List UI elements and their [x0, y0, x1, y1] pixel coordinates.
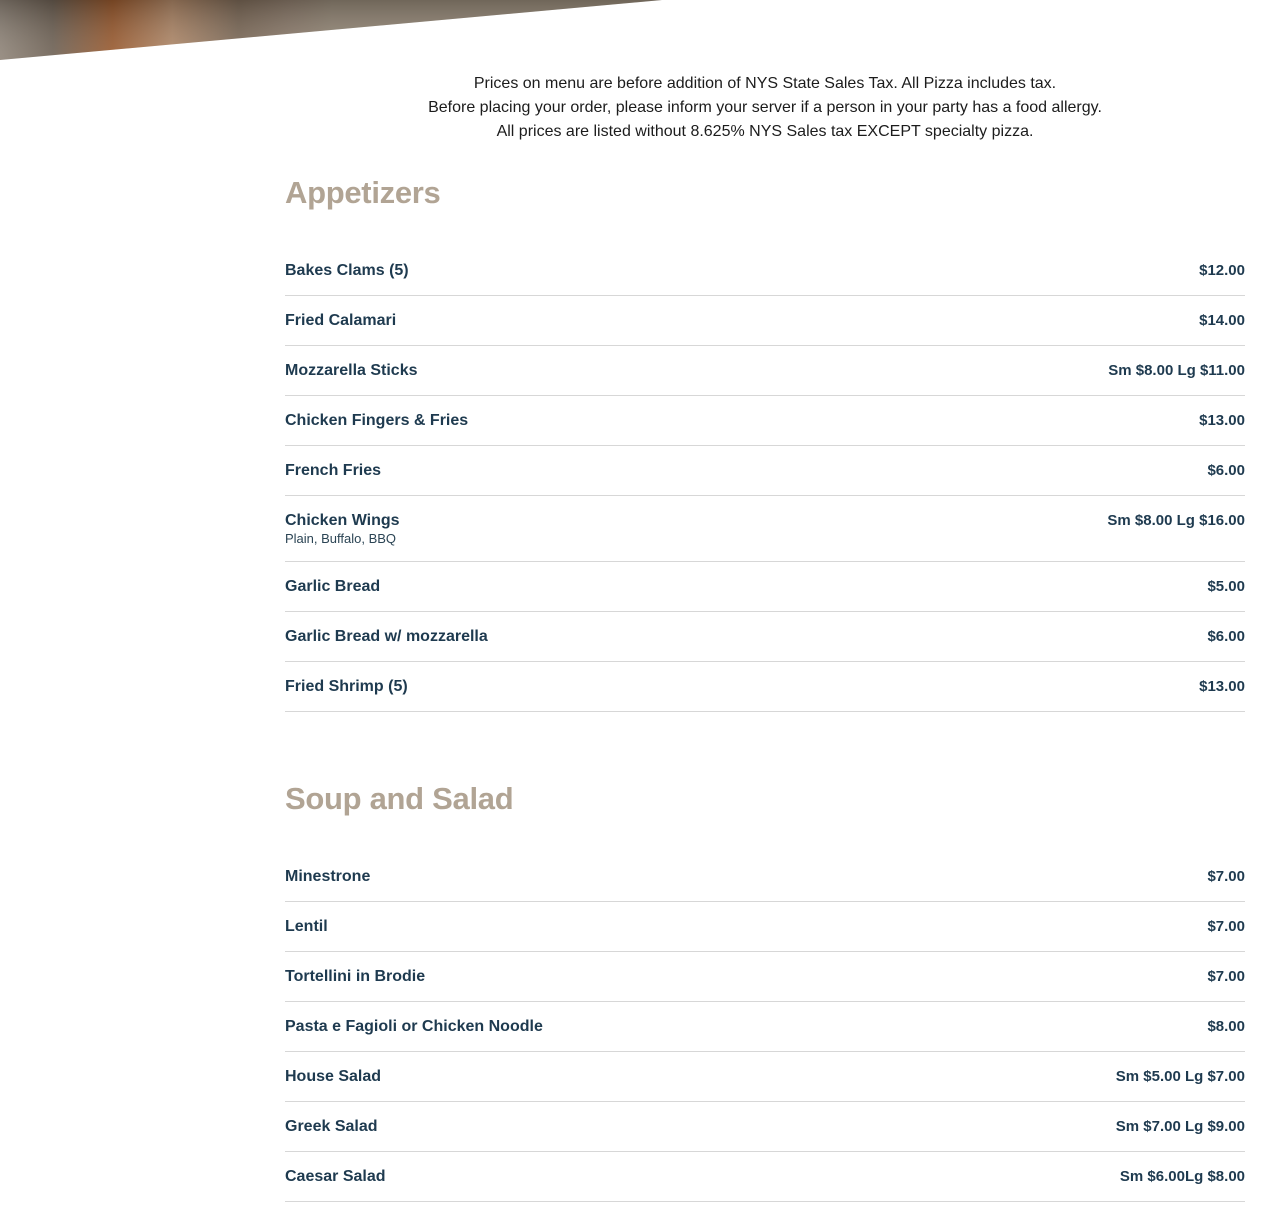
menu-item — [285, 1052, 1245, 1102]
item-price: Sm $8.00 Lg $11.00 — [1108, 362, 1245, 379]
item-name: Fried Calamari — [285, 312, 397, 329]
menu-item — [285, 496, 1245, 562]
item-price: $13.00 — [1199, 678, 1245, 695]
section-title-appetizers: Appetizers — [285, 175, 441, 210]
item-price: $7.00 — [1207, 968, 1245, 985]
item-name: Tortellini in Brodie — [285, 968, 426, 985]
tax-allergy-notice — [285, 72, 1245, 144]
menu-item — [285, 1102, 1245, 1152]
menu-item — [285, 662, 1245, 712]
item-name: Lentil — [285, 918, 328, 935]
hero-image-banner — [0, 0, 1270, 64]
item-price: Sm $6.00Lg $8.00 — [1119, 1168, 1245, 1185]
item-price: Sm $7.00 Lg $9.00 — [1115, 1118, 1245, 1135]
item-price: $5.00 — [1207, 578, 1245, 595]
item-name: Mozzarella Sticks — [285, 362, 418, 379]
menu-item — [285, 952, 1245, 1002]
item-name: Garlic Bread w/ mozzarella — [285, 628, 488, 645]
menu-item — [285, 446, 1245, 496]
item-name: Garlic Bread — [285, 578, 381, 595]
item-price: $13.00 — [1199, 412, 1245, 429]
item-price: $7.00 — [1207, 918, 1245, 935]
notice-line-prices: All prices are listed without 8.625% NYS Sales tax EXCEPT specialty pizza. — [496, 123, 1034, 140]
menu-item — [285, 852, 1245, 902]
item-price: $6.00 — [1207, 628, 1245, 645]
item-name: Fried Shrimp (5) — [285, 678, 408, 695]
menu-item — [285, 396, 1245, 446]
item-description: Plain, Buffalo, BBQ — [285, 531, 397, 546]
menu-item — [285, 612, 1245, 662]
item-name: Pasta e Fagioli or Chicken Noodle — [285, 1018, 543, 1035]
menu-item — [285, 1002, 1245, 1052]
item-name: Caesar Salad — [285, 1168, 386, 1185]
item-price: $7.00 — [1207, 868, 1245, 885]
item-name: Bakes Clams (5) — [285, 262, 409, 279]
appetizers-list — [285, 246, 1245, 712]
item-price: Sm $5.00 Lg $7.00 — [1115, 1068, 1245, 1085]
menu-item — [285, 296, 1245, 346]
item-name: Chicken Wings — [285, 512, 400, 529]
item-price: $6.00 — [1207, 462, 1245, 479]
item-name: Greek Salad — [285, 1118, 378, 1135]
item-price: Sm $8.00 Lg $16.00 — [1107, 512, 1245, 529]
appetizers-section — [285, 175, 1245, 695]
menu-item — [285, 1152, 1245, 1202]
item-price: $12.00 — [1199, 262, 1245, 279]
item-name: French Fries — [285, 462, 382, 479]
section-title-soup-salad: Soup and Salad — [285, 781, 514, 816]
item-price: $14.00 — [1199, 312, 1245, 329]
notice-line-allergy: Before placing your order, please inform your server if a person in your party has a food allergy. — [428, 99, 1102, 116]
menu-item — [285, 902, 1245, 952]
soup-salad-section — [285, 781, 1245, 1185]
item-price: $8.00 — [1207, 1018, 1245, 1035]
soup-salad-list — [285, 852, 1245, 1202]
notice-line-tax: Prices on menu are before addition of NYS State Sales Tax. All Pizza includes tax. — [473, 75, 1057, 92]
menu-item — [285, 246, 1245, 296]
item-name: Minestrone — [285, 868, 371, 885]
menu-item — [285, 562, 1245, 612]
item-name: Chicken Fingers & Fries — [285, 412, 469, 429]
item-name: House Salad — [285, 1068, 382, 1085]
menu-item — [285, 346, 1245, 396]
